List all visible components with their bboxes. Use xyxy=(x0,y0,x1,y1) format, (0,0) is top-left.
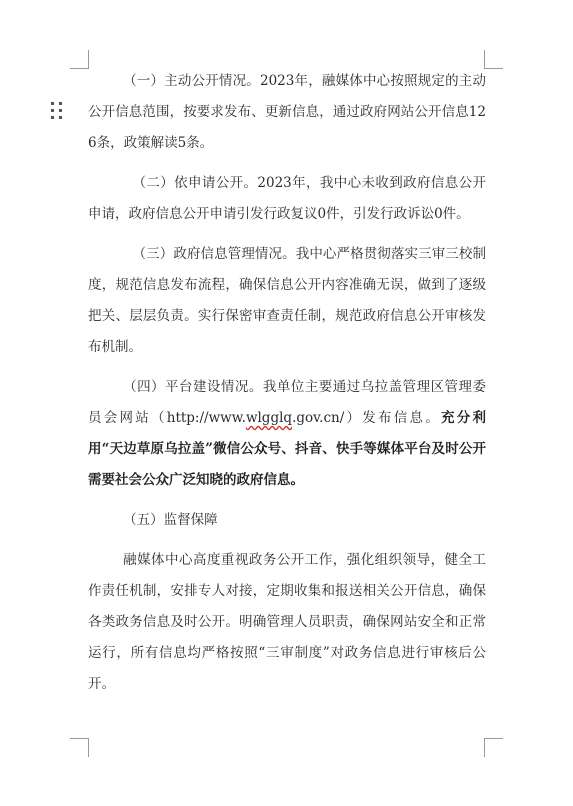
paragraph-info-management: （三）政府信息管理情况。我中心严格贯彻落实三审三校制度，规范信息发布流程，确保信息公开内容准确无误，做到了逐级把关、层层负责。实行保密审查责任制，规范政府信息公开审核发布机制。 xyxy=(88,246,486,355)
margin-marker-top-left xyxy=(70,50,89,69)
paragraph-supervision: 融媒体中心高度重视政务公开工作，强化组织领导，健全工作责任机制，安排专人对接，定期收集和报送相关公开信息，确保各类政务信息及时公开。明确管理人员职责，确保网站安全和正常运行，所有信息均严格按照“三审制度”对政务信息进行审核后公开。 xyxy=(88,552,486,692)
paragraph-application-disclosure: （二）依申请公开。2023年，我中心未收到政府信息公开申请，政府信息公开申请引发行政复议0件，引发行政诉讼0件。 xyxy=(88,175,486,222)
margin-marker-bottom-right xyxy=(484,738,503,757)
platform-text-before: （四）平台建设情况。我单位主要通过乌拉盖管理区管理委员会网站（http://www. xyxy=(88,379,486,426)
drag-handle-icon[interactable] xyxy=(51,102,63,120)
document-body[interactable] xyxy=(88,66,486,700)
platform-text-after: 充分利用“天边草原乌拉盖”微信公众号、抖音、快手等媒体平台及时公开需要社会公众广泛知晓的政府信息。 xyxy=(88,410,486,488)
heading-supervision: （五）监督保障 xyxy=(123,512,218,528)
margin-marker-bottom-left xyxy=(70,738,89,757)
platform-text-mid: .gov.cn/）发布信息。 xyxy=(292,410,441,426)
paragraph-platform xyxy=(88,372,486,496)
website-domain-link[interactable]: wlgglq xyxy=(245,410,293,426)
margin-marker-top-right xyxy=(484,50,503,69)
paragraph-active-disclosure: （一）主动公开情况。2023年，融媒体中心按照规定的主动公开信息范围，按要求发布、更新信息，通过政府网站公开信息126条，政策解读5条。 xyxy=(88,73,486,151)
